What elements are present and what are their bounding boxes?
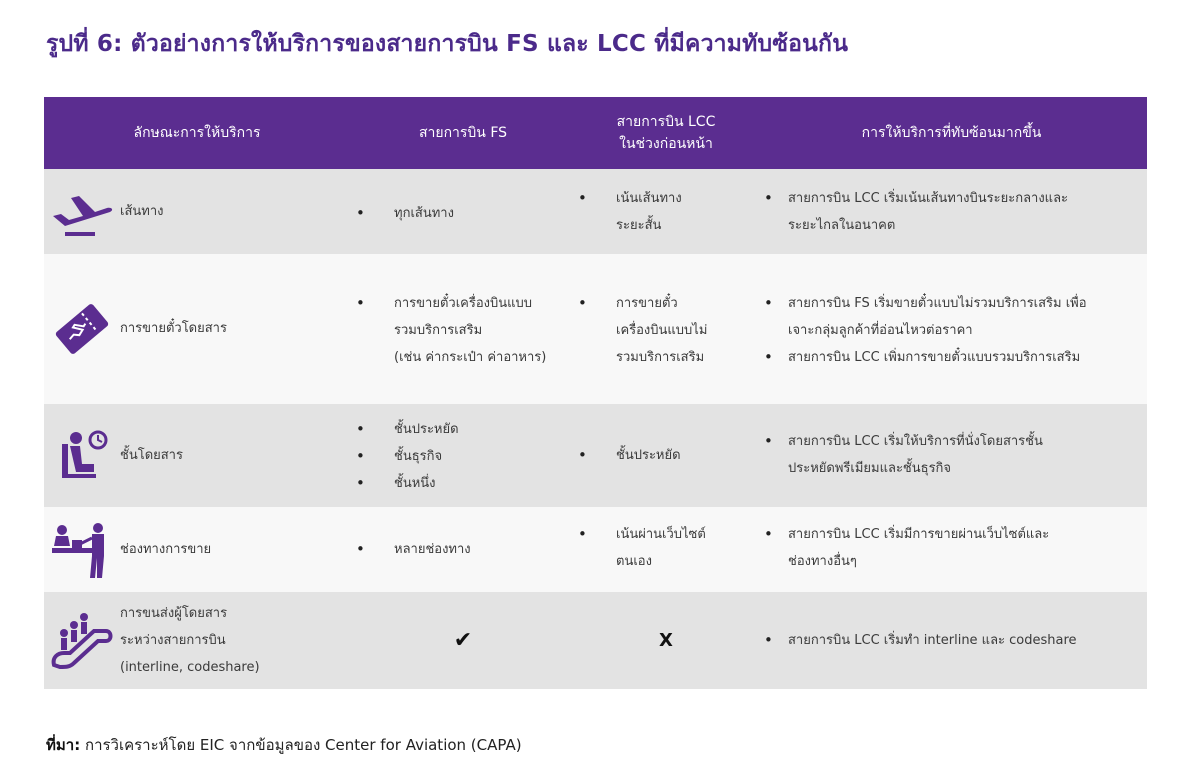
fs-item: • ทุกเส้นทาง (356, 200, 576, 227)
airplane-takeoff-icon (44, 186, 120, 238)
feature-cell (44, 404, 350, 507)
lcc-cell (576, 592, 756, 689)
header-lcc-line2: ในช่วงก่อนหน้า (619, 136, 713, 152)
table-row (44, 507, 1147, 592)
feature-cell (44, 507, 350, 592)
feature-label: การขายตั๋วโดยสาร (120, 321, 227, 336)
lcc-cell (576, 169, 756, 254)
overlap-item: • สายการบิน LCC เริ่มให้บริการที่นั่งโดยสารชั้น (764, 428, 1147, 455)
lcc-line: • เน้นผ่านเว็บไซต์ (578, 521, 756, 548)
source-label: ที่มา: (46, 736, 81, 754)
fs-cell (350, 254, 576, 404)
fs-list (356, 416, 576, 497)
overlap-item: • สายการบิน LCC เพิ่มการขายตั๋วแบบรวมบริการเสริม (764, 344, 1147, 371)
checkmark-icon: ✔ (453, 628, 473, 653)
feature-label: ช่องทางการขาย (120, 541, 212, 557)
lcc-cell (576, 254, 756, 404)
overlap-item: • สายการบิน LCC เริ่มมีการขายผ่านเว็บไซต์และ (764, 521, 1147, 548)
ticket-icon (44, 299, 120, 359)
overlap-item: • สายการบิน LCC เริ่มเน้นเส้นทางบินระยะกลางและ (764, 185, 1147, 212)
list-item: • ชั้นธุรกิจ (356, 443, 576, 470)
services-comparison-table (44, 97, 1147, 689)
lcc-line: • การขายตั๋ว (578, 290, 756, 317)
overlap-item: • สายการบิน FS เริ่มขายตั๋วแบบไม่รวมบริการเสริม เพื่อ (764, 290, 1147, 317)
fs-line: • การขายตั๋วเครื่องบินแบบ (356, 290, 576, 317)
fs-cell (350, 404, 576, 507)
fs-cell (350, 592, 576, 689)
seated-passenger-icon (44, 426, 120, 486)
feature-label: ชั้นโดยสาร (120, 447, 183, 463)
sales-counter-icon (44, 520, 120, 580)
header-fs: สายการบิน FS (418, 125, 508, 141)
lcc-line: • เน้นเส้นทาง (578, 185, 756, 212)
feature-cell (44, 169, 350, 254)
cross-mark: X (659, 630, 673, 651)
feature-cell (44, 254, 350, 404)
fs-line: (เช่น ค่ากระเป๋า ค่าอาหาร) (394, 350, 547, 365)
overlap-cell (756, 507, 1147, 592)
overlap-item: • สายการบิน LCC เริ่มทำ interline และ codeshare (764, 627, 1077, 654)
table-row (44, 169, 1147, 254)
escalator-transfer-icon (44, 609, 120, 673)
overlap-cell (756, 404, 1147, 507)
lcc-cell (576, 404, 756, 507)
overlap-line: ประหยัดพรีเมียมและชั้นธุรกิจ (788, 461, 952, 476)
lcc-line: รวมบริการเสริม (616, 350, 705, 365)
feature-cell (44, 592, 350, 689)
overlap-line: ช่องทางอื่นๆ (788, 554, 857, 569)
table-row (44, 254, 1147, 404)
overlap-line: ระยะไกลในอนาคต (788, 218, 896, 233)
header-feature: ลักษณะการให้บริการ (133, 125, 261, 141)
feature-line: (interline, codeshare) (120, 660, 260, 675)
table-row (44, 592, 1147, 689)
source-text: การวิเคราะห์โดย EIC จากข้อมูลของ Center for Aviation (CAPA) (84, 736, 522, 754)
lcc-line: • ชั้นประหยัด (578, 442, 756, 469)
lcc-cell (576, 507, 756, 592)
feature-label (120, 600, 260, 681)
fs-cell (350, 507, 576, 592)
list-item: • ชั้นประหยัด (356, 416, 576, 443)
header-lcc-line1: สายการบิน LCC (616, 114, 716, 130)
table-header (44, 97, 1147, 169)
source-note (46, 733, 522, 757)
feature-label: เส้นทาง (120, 203, 164, 219)
overlap-cell (756, 254, 1147, 404)
feature-line: ระหว่างสายการบิน (120, 633, 226, 648)
figure-title: รูปที่ 6: ตัวอย่างการให้บริการของสายการบิน FS และ LCC ที่มีความทับซ้อนกัน (46, 31, 849, 57)
overlap-cell (756, 169, 1147, 254)
header-lcc (576, 97, 756, 169)
lcc-line: เครื่องบินแบบไม่ (616, 323, 708, 338)
feature-line: การขนส่งผู้โดยสาร (120, 606, 228, 621)
fs-cell (350, 169, 576, 254)
list-item: • ชั้นหนึ่ง (356, 470, 576, 497)
lcc-line: ระยะสั้น (616, 218, 662, 233)
fs-item: • หลายช่องทาง (356, 536, 576, 563)
lcc-line: ตนเอง (616, 554, 652, 569)
overlap-line: เจาะกลุ่มลูกค้าที่อ่อนไหวต่อราคา (788, 323, 973, 338)
fs-line: รวมบริการเสริม (394, 323, 483, 338)
table-row (44, 404, 1147, 507)
header-overlap: การให้บริการที่ทับซ้อนมากขึ้น (861, 125, 1042, 141)
overlap-cell (756, 592, 1147, 689)
